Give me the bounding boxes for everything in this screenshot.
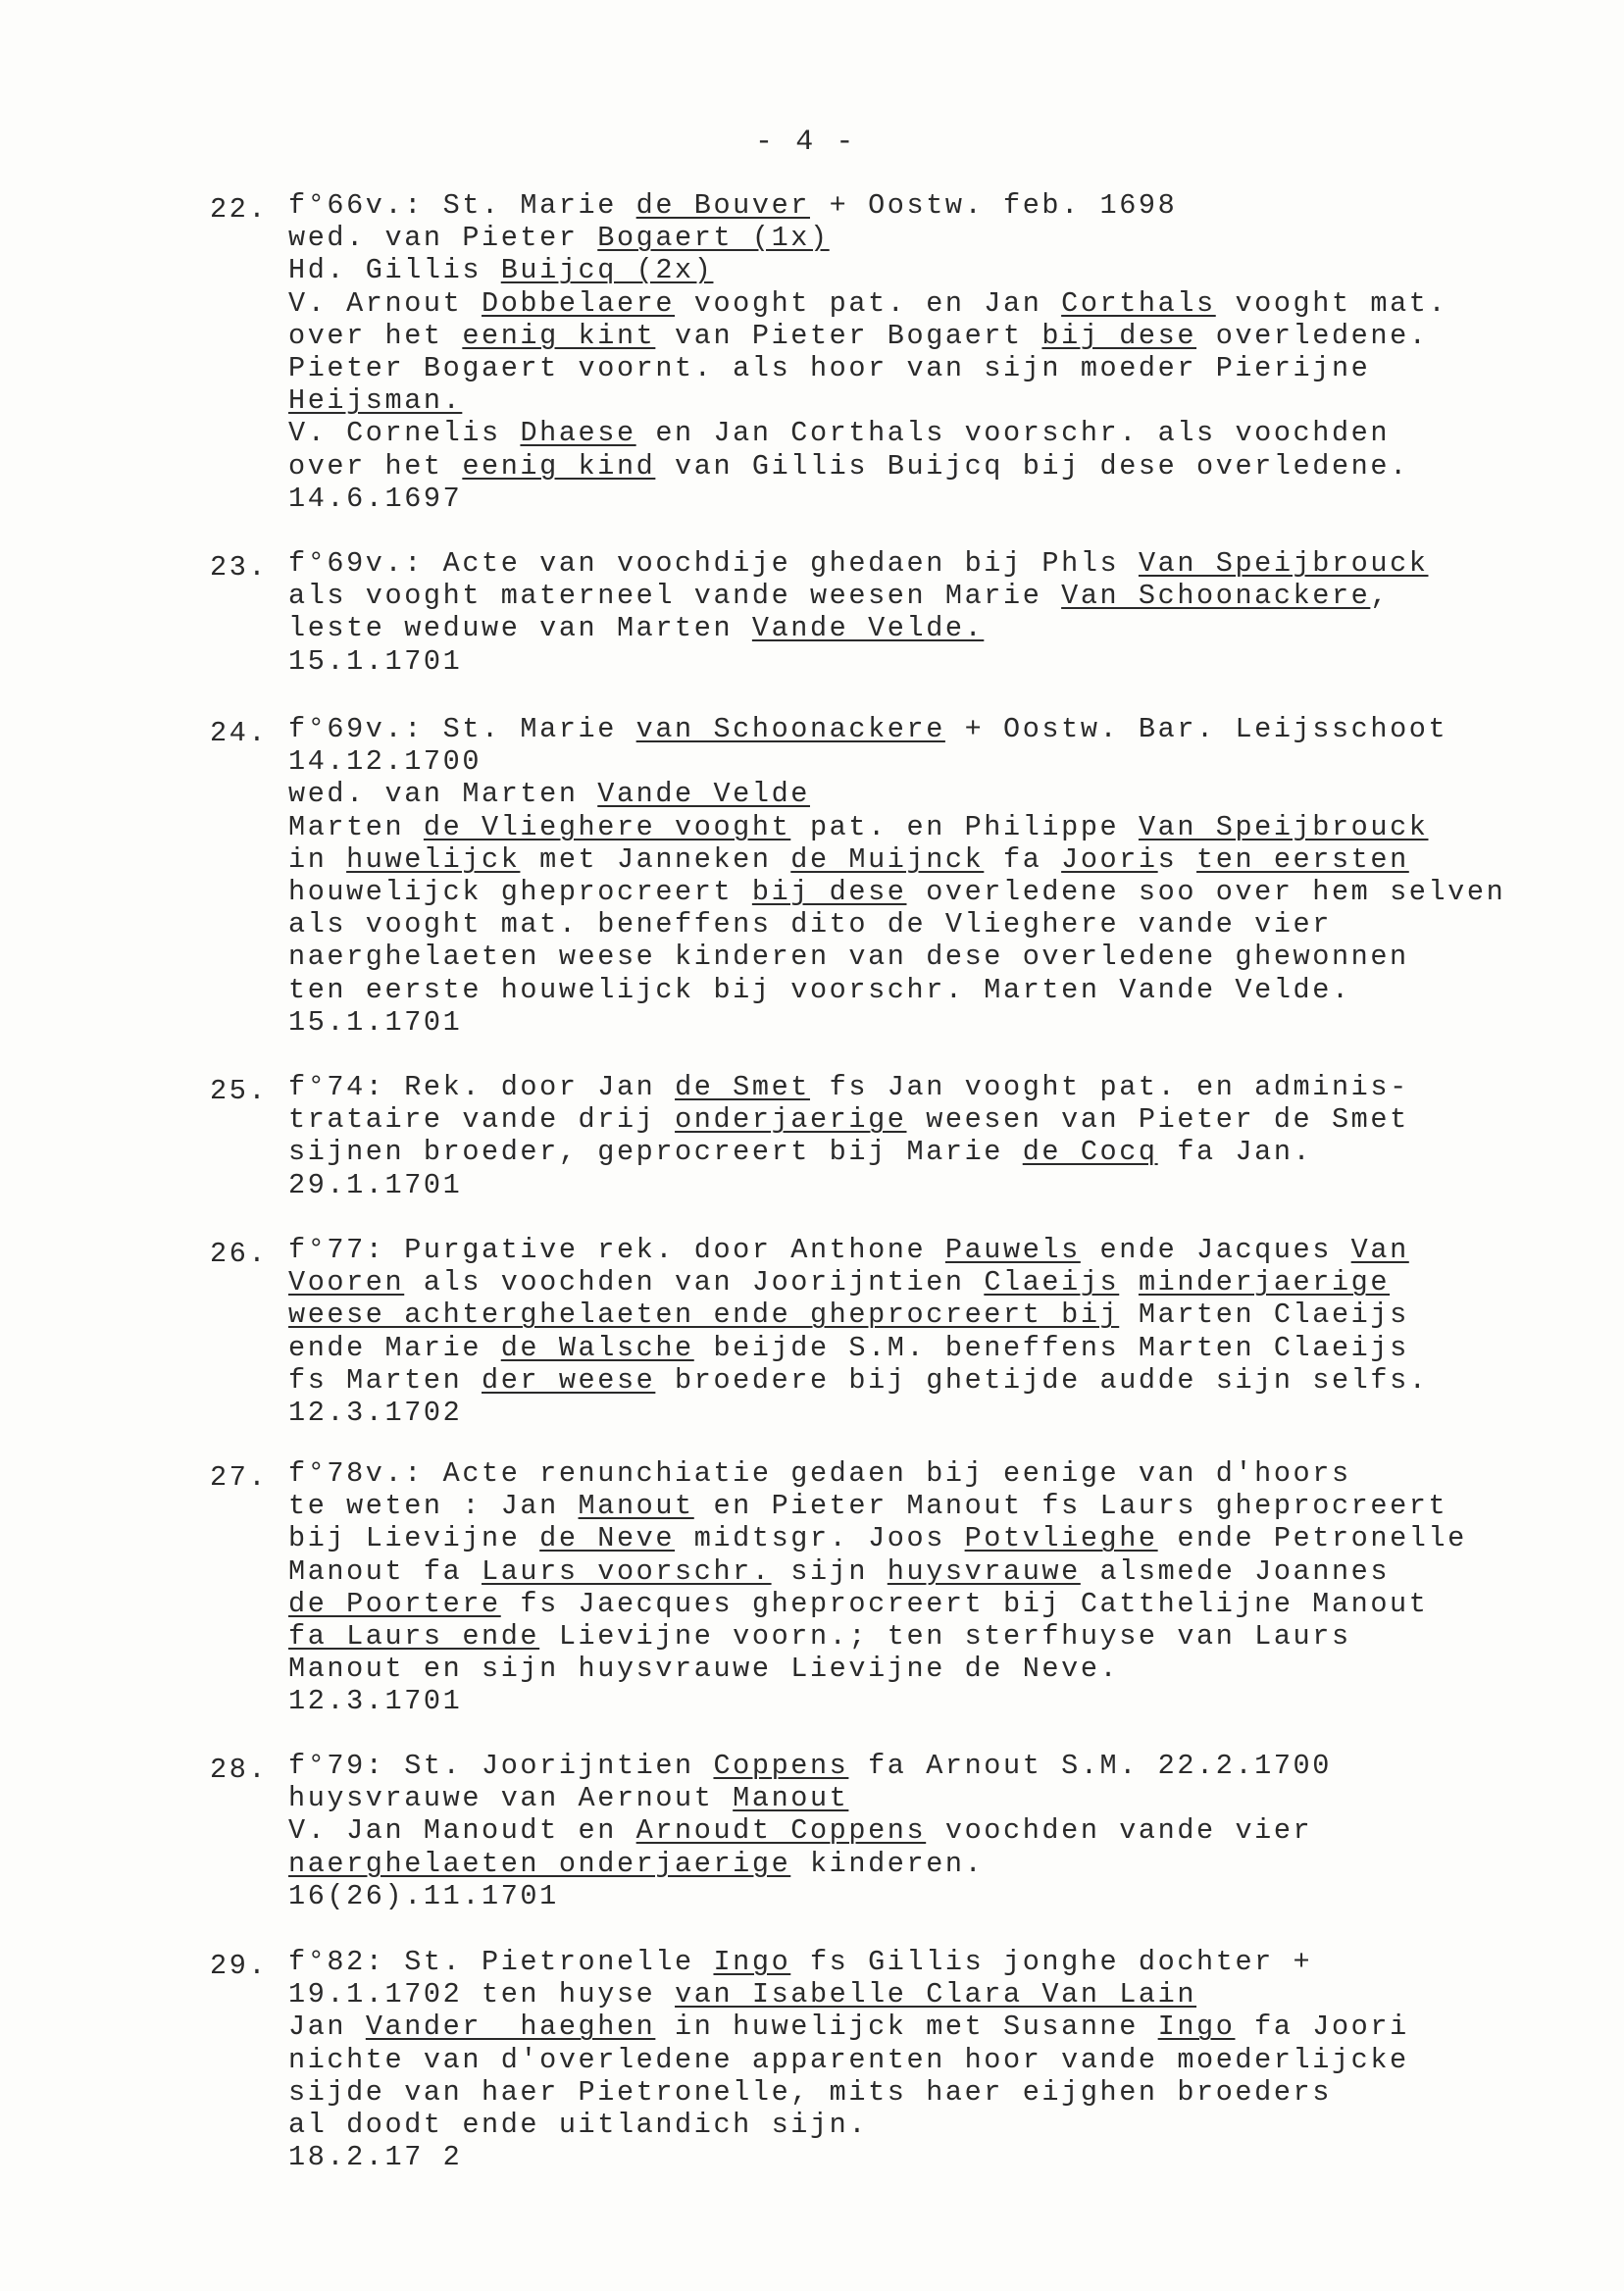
entry-number: 25. [210, 1075, 269, 1107]
entry-line [288, 450, 1409, 484]
line-text: midtsgr. Joos [675, 1522, 965, 1555]
underlined-name: Laurs voorschr. [482, 1554, 772, 1588]
line-text: Marten [288, 810, 424, 843]
line-text: Manout en sijn huysvrauwe Lievijne de Neve. [288, 1653, 1120, 1686]
line-text: kinderen. [790, 1847, 985, 1880]
entry-line [288, 2109, 868, 2142]
entry-line [288, 1071, 1409, 1104]
entry-line [288, 843, 1409, 877]
line-text: ende Jacques [1080, 1234, 1351, 1266]
line-text: Manout fa [288, 1554, 482, 1588]
line-text: over het [288, 449, 463, 483]
underlined-name: Bogaert (1x) [597, 222, 830, 255]
line-text: fa [984, 842, 1062, 876]
entry-line [288, 1364, 1428, 1398]
entry-number: 22. [210, 193, 269, 226]
entry-line [288, 1136, 1312, 1169]
underlined-name: Manout [733, 1782, 849, 1815]
underlined-name: Manout [578, 1490, 694, 1523]
line-text: sijnen broeder, geprocreert bij Marie [288, 1136, 1023, 1169]
underlined-name: Pauwels [944, 1234, 1081, 1266]
entry-line [288, 1588, 1428, 1621]
line-text: trataire vande drij [288, 1103, 676, 1137]
entry-number: 29. [210, 1950, 269, 1982]
line-text: fs Jaecques gheprocreert bij Catthelijne Manout [500, 1587, 1429, 1620]
entry-line [288, 1006, 462, 1040]
line-text: Hd. Gillis [288, 254, 501, 287]
entry-line [288, 1685, 462, 1718]
entry-line [288, 417, 1390, 450]
line-text: sijn [771, 1554, 888, 1588]
line-text: ende Marie [288, 1331, 501, 1364]
entry-line [288, 1298, 1409, 1332]
line-text: en Jan Corthals voorschr. als voochden [635, 417, 1391, 450]
underlined-name: bij dese [1041, 319, 1197, 352]
line-text: fa Arnout S.M. 22.2.1700 [848, 1750, 1332, 1782]
line-text: ende Petronelle [1157, 1522, 1467, 1555]
line-text: voochden vande vier [926, 1814, 1313, 1848]
underlined-name: de Vlieghere vooght [423, 810, 791, 843]
entry-line [288, 320, 1428, 353]
line-text: fa Jan. [1157, 1136, 1313, 1169]
underlined-name: Van Schoonackere [1061, 580, 1371, 613]
entry-line [288, 287, 1447, 321]
line-text: overledene. [1196, 319, 1429, 352]
line-text: weesen van Pieter de Smet [906, 1103, 1409, 1137]
underlined-name: Corthals [1061, 286, 1216, 320]
line-text: 16(26).11.1701 [288, 1879, 559, 1912]
entry-number: 28. [210, 1754, 269, 1786]
line-text: V. Cornelis [288, 417, 521, 450]
line-text: Pieter Bogaert voornt. als hoor van sijn moeder Pierijne [288, 352, 1371, 384]
line-text: 19.1.1702 ten huyse [288, 1978, 676, 2011]
entry-line [288, 352, 1370, 385]
underlined-name: Coppens [713, 1750, 849, 1782]
underlined-name: Joori [1061, 842, 1158, 876]
line-text: broedere bij ghetijde audde sijn selfs. [655, 1363, 1429, 1397]
entry-line [288, 1397, 462, 1430]
entry-line [288, 189, 1177, 223]
line-text: en Pieter Manout fs Laurs gheprocreert [693, 1490, 1448, 1523]
entry-line [288, 612, 984, 645]
line-text: 18.2.17 2 [288, 2141, 463, 2174]
line-text: s [1157, 842, 1197, 876]
entry-line [288, 941, 1409, 974]
line-text: fs Gillis jonghe dochter + [790, 1946, 1313, 1978]
entry-line [288, 1750, 1332, 1783]
underlined-name: bij dese [751, 876, 907, 908]
line-text: huysvrauwe van Aernout [288, 1782, 734, 1815]
entry-line [288, 1332, 1409, 1365]
entry-line [288, 1457, 1351, 1491]
underlined-name: Potvlieghe [964, 1522, 1158, 1555]
entry-line [288, 1266, 1390, 1299]
underlined-name: de Cocq [1022, 1136, 1158, 1169]
line-text: pat. en Philippe [790, 810, 1139, 843]
underlined-name: Dhaese [520, 417, 636, 450]
page-number: - 4 - [755, 126, 857, 159]
entry-line [288, 811, 1428, 844]
line-text: 14.12.1700 [288, 745, 482, 779]
underlined-name: de Neve [539, 1522, 676, 1555]
underlined-name: eenig kint [462, 319, 656, 352]
line-text: 12.3.1701 [288, 1685, 463, 1718]
line-text: wed. van Marten [288, 778, 598, 811]
line-text: f°78v.: Acte renunchiatie gedaen bij eenige van d'hoors [288, 1457, 1351, 1490]
underlined-name: huysvrauwe [887, 1554, 1081, 1588]
line-text: bij Lievijne [288, 1522, 540, 1555]
line-text: beijde S.M. beneffens Marten Claeijs [693, 1331, 1409, 1364]
line-text: in huwelijck met Susanne [655, 2011, 1158, 2044]
entry-line [288, 1620, 1351, 1654]
line-text: + Oostw. Bar. Leijsschoot [944, 713, 1448, 745]
entry-line [288, 1103, 1409, 1137]
line-text: V. Arnout [288, 286, 482, 320]
entry-line [288, 483, 462, 516]
underlined-name: de Muijnck [790, 842, 985, 876]
line-text: van Pieter Bogaert [655, 319, 1042, 352]
line-text: f°74: Rek. door Jan [288, 1071, 676, 1103]
entry-line [288, 974, 1351, 1007]
entry-line [288, 1522, 1467, 1555]
line-text: te weten : Jan [288, 1490, 579, 1523]
entry-line [288, 1490, 1447, 1523]
line-text: wed. van Pieter [288, 222, 598, 255]
underlined-name: Heijsman. [288, 384, 463, 418]
line-text: , [1370, 580, 1391, 613]
line-text: f°69v.: Acte van voochdije ghedaen bij Phls [288, 547, 1139, 580]
line-text: als vooght mat. beneffens dito de Vlieghere vande vier [288, 908, 1332, 942]
underlined-name: Van Speijbrouck [1138, 547, 1429, 580]
underlined-name: de Smet [675, 1071, 810, 1103]
line-text: naerghelaeten weese kinderen van dese overledene ghewonnen [288, 941, 1409, 974]
entry-line [288, 1946, 1312, 1979]
underlined-name: van Isabelle Clara Van Lain [675, 1978, 1197, 2011]
entry-line [288, 2011, 1409, 2044]
entry-number: 23. [210, 551, 269, 584]
line-text: fs Jan vooght pat. en adminis- [809, 1071, 1409, 1103]
underlined-name: minderjaerige [1138, 1266, 1391, 1299]
entry-number: 27. [210, 1461, 269, 1494]
underlined-name: Vande Velde. [751, 612, 985, 645]
line-text: nichte van d'overledene apparenten hoor vande moederlijcke [288, 2043, 1409, 2076]
line-text: sijde van haer Pietronelle, mits haer eijghen broeders [288, 2075, 1332, 2109]
entry-line [288, 1814, 1312, 1848]
line-text: Lievijne voorn.; ten sterfhuyse van Laurs [539, 1620, 1351, 1653]
line-text: f°69v.: St. Marie [288, 713, 636, 745]
underlined-name: Van [1350, 1234, 1409, 1266]
entry-line [288, 254, 713, 287]
entry-line [288, 778, 810, 811]
entry-line [288, 876, 1505, 909]
line-text: 29.1.1701 [288, 1168, 463, 1201]
entry-line [288, 1169, 462, 1202]
entry-line [288, 2044, 1409, 2077]
underlined-name: Van Speijbrouck [1138, 810, 1429, 843]
entry-line [288, 1234, 1409, 1267]
entry-line [288, 1978, 1196, 2011]
line-text: houwelijck gheprocreert [288, 876, 752, 908]
line-text: f°66v.: St. Marie [288, 189, 636, 222]
line-text: f°82: St. Pietronelle [288, 1946, 714, 1978]
line-text: Marten Claeijs [1119, 1298, 1409, 1332]
line-text: als vooght materneel vande weesen Marie [288, 580, 1062, 613]
underlined-name: naerghelaeten onderjaerige [288, 1847, 791, 1880]
underlined-name: der weese [482, 1363, 656, 1397]
line-text: al doodt ende uitlandich sijn. [288, 2109, 869, 2141]
underlined-name: de Walsche [500, 1331, 694, 1364]
line-text: vooght mat. [1215, 286, 1448, 320]
line-text: overledene soo over hem selven [906, 876, 1506, 908]
entry-line [288, 1848, 984, 1881]
line-text: Jan [288, 2011, 366, 2044]
underlined-name: fa Laurs ende [288, 1620, 540, 1653]
line-text: f°77: Purgative rek. door Anthone [288, 1234, 945, 1266]
underlined-name: Claeijs [984, 1266, 1120, 1299]
underlined-name: Buijcq (2x) [500, 254, 714, 287]
line-text: vooght pat. en Jan [675, 286, 1062, 320]
line-text: V. Jan Manoudt en [288, 1814, 636, 1848]
entry-line [288, 1653, 1119, 1686]
underlined-name: huwelijck [346, 842, 521, 876]
entry-line [288, 745, 482, 779]
underlined-name: Vande Velde [597, 778, 810, 811]
line-text: fs Marten [288, 1363, 482, 1397]
entry-line [288, 645, 462, 679]
underlined-name: eenig kind [462, 449, 656, 483]
line-text: leste weduwe van Marten [288, 612, 752, 645]
line-text: f°79: St. Joorijntien [288, 1750, 714, 1782]
underlined-name: van Schoonackere [635, 713, 945, 745]
line-text: 15.1.1701 [288, 1005, 463, 1039]
line-text: 12.3.1702 [288, 1397, 463, 1429]
line-text: 15.1.1701 [288, 644, 463, 678]
line-text: in [288, 842, 347, 876]
entry-line [288, 547, 1428, 581]
underlined-name: de Bouver [635, 189, 810, 222]
entry-line [288, 1782, 848, 1815]
line-text: als voochden van Joorijntien [404, 1266, 985, 1299]
underlined-name: Arnoudt Coppens [635, 1814, 927, 1848]
line-text: met Janneken [520, 842, 791, 876]
underlined-name: Vooren [288, 1266, 405, 1299]
line-text: fa Joori [1235, 2011, 1409, 2044]
line-text: + Oostw. feb. 1698 [809, 189, 1178, 222]
underlined-name: onderjaerige [675, 1103, 907, 1137]
entry-line [288, 384, 462, 418]
entry-line [288, 1555, 1390, 1589]
underlined-name: weese achterghelaeten ende gheprocreert bij [288, 1298, 1120, 1332]
entry-line [288, 908, 1332, 942]
entry-line [288, 580, 1390, 613]
entry-line [288, 713, 1447, 746]
line-text: ten eerste houwelijck bij voorschr. Marten Vande Velde. [288, 973, 1351, 1006]
underlined-name: Ingo [713, 1946, 791, 1978]
line-text [1119, 1266, 1139, 1298]
line-text: alsmede Joannes [1080, 1554, 1391, 1588]
entry-line [288, 2141, 462, 2174]
entry-number: 24. [210, 717, 269, 749]
line-text: 14.6.1697 [288, 482, 463, 515]
underlined-name: ten eersten [1196, 842, 1409, 876]
underlined-name: Dobbelaere [482, 286, 676, 320]
entry-line [288, 1880, 559, 1913]
entry-line [288, 2076, 1332, 2110]
line-text: van Gillis Buijcq bij dese overledene. [655, 449, 1409, 483]
entry-line [288, 222, 830, 255]
underlined-name: Ingo [1157, 2011, 1236, 2044]
underlined-name: de Poortere [288, 1587, 501, 1620]
entry-number: 26. [210, 1238, 269, 1270]
line-text: over het [288, 319, 463, 352]
underlined-name: Vander haeghen [365, 2011, 656, 2044]
